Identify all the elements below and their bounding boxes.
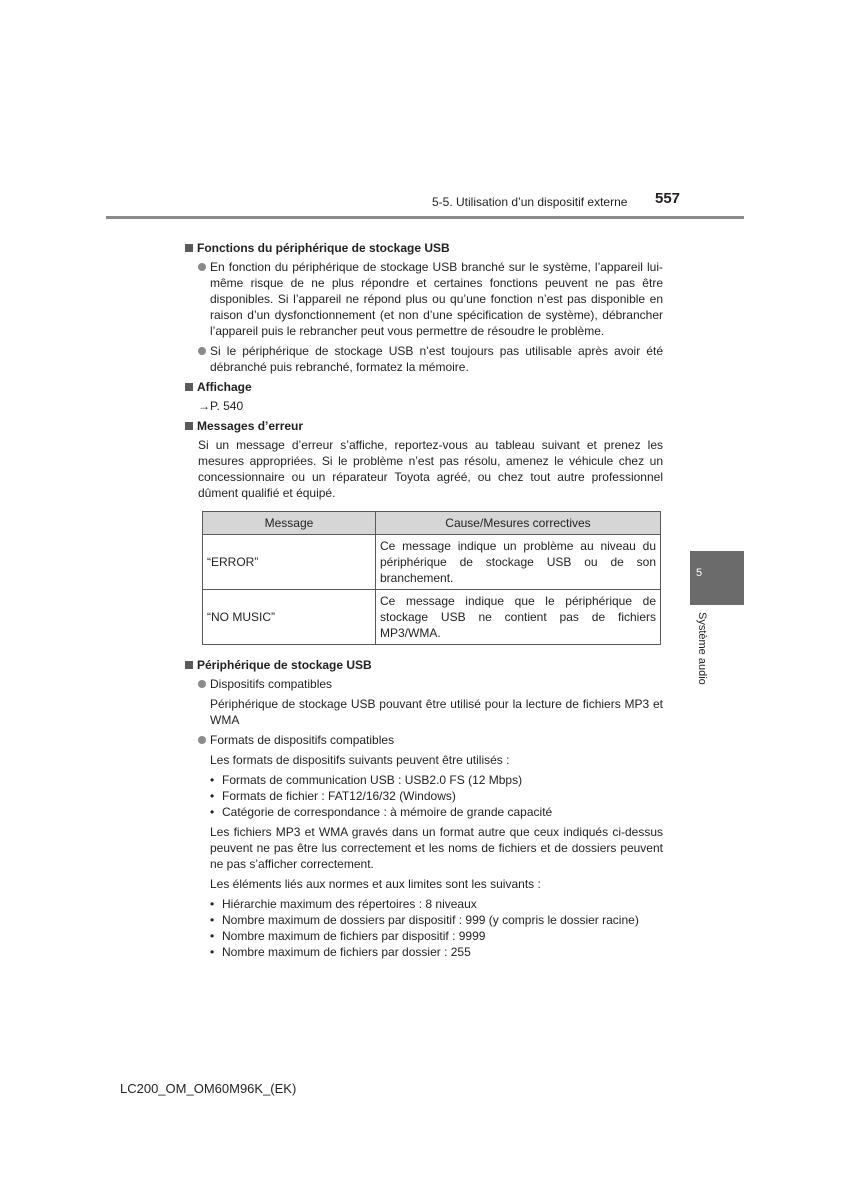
bullet-compatible-devices: Dispositifs compatibles: [185, 676, 663, 692]
section-heading-usb-functions: Fonctions du périphérique de stockage USB: [185, 240, 663, 256]
list-item: • Nombre maximum de dossiers par dispositif : 999 (y compris le dossier racine): [210, 912, 663, 928]
header-section-title: 5-5. Utilisation d’un dispositif externe: [432, 195, 628, 209]
circle-bullet-icon: [198, 347, 206, 355]
circle-bullet-icon: [198, 680, 206, 688]
table-header-cell: Cause/Mesures correctives: [376, 512, 661, 535]
limits-intro: Les éléments liés aux normes et aux limites sont les suivants :: [210, 877, 541, 891]
table-cell-cause: Ce message indique un problème au niveau du périphérique de stockage USB ou de son branchement.: [376, 535, 661, 590]
chapter-tab-number: 5: [696, 567, 703, 579]
page-number: 557: [655, 190, 681, 207]
square-bullet-icon: [185, 244, 193, 252]
page-reference-link[interactable]: →P. 540: [198, 399, 244, 413]
list-item: • Hiérarchie maximum des répertoires : 8 niveaux: [210, 896, 663, 912]
section-heading-error-messages: Messages d’erreur: [185, 418, 663, 434]
bullet-paragraph: En fonction du périphérique de stockage USB branché sur le système, l’appareil lui-même risque de ne plus répondre et certaines fonctions peuvent ne pas être disponibles. Si l’appareil ne répond plus ou qu’une fonction n’est pas disponible en raison d’un dysfonctionnement (et non d’une spécification de système), débrancher l’appareil puis le rebrancher peut vous permettre de résoudre le problème.: [185, 259, 663, 339]
list-item: • Catégorie de correspondance : à mémoire de grande capacité: [210, 804, 663, 820]
error-messages-table: [202, 511, 661, 645]
header-divider: [106, 216, 744, 219]
table-row: [203, 535, 661, 590]
table-header-row: [203, 512, 661, 535]
list-item: • Nombre maximum de fichiers par dispositif : 9999: [210, 928, 663, 944]
section-heading-display: Affichage: [185, 379, 663, 395]
error-messages-intro: Si un message d’erreur s’affiche, reportez-vous au tableau suivant et prenez les mesures appropriées. Si le problème n’est pas résolu, amenez le véhicule chez un concessionnaire ou un réparateur Toyota agréé, ou chez tout autre professionnel dûment qualifié et équipé.: [198, 438, 663, 500]
circle-bullet-icon: [198, 736, 206, 744]
circle-bullet-icon: [198, 263, 206, 271]
compatible-devices-text: Périphérique de stockage USB pouvant être utilisé pour la lecture de fichiers MP3 et WMA: [210, 697, 663, 727]
table-cell-cause: Ce message indique que le périphérique de stockage USB ne contient pas de fichiers MP3/WMA.: [376, 590, 661, 645]
square-bullet-icon: [185, 383, 193, 391]
square-bullet-icon: [185, 661, 193, 669]
table-cell-message: “ERROR”: [203, 535, 376, 590]
formats-note: Les fichiers MP3 et WMA gravés dans un format autre que ceux indiqués ci-dessus peuvent ne pas être lus correctement et les noms de fichiers et de dossiers peuvent ne pas s’afficher correctement.: [210, 825, 663, 871]
table-header-cell: Message: [203, 512, 376, 535]
formats-list: [185, 772, 663, 820]
bullet-compatible-formats: Formats de dispositifs compatibles: [185, 732, 663, 748]
bullet-paragraph: Si le périphérique de stockage USB n’est toujours pas utilisable après avoir été débranché puis rebranché, formatez la mémoire.: [185, 343, 663, 375]
table-cell-message: “NO MUSIC”: [203, 590, 376, 645]
page-content: [185, 236, 663, 964]
table-row: [203, 590, 661, 645]
limits-list: [185, 896, 663, 960]
formats-intro: Les formats de dispositifs suivants peuvent être utilisés :: [210, 753, 510, 767]
chapter-tab-label: Système audio: [696, 612, 708, 685]
list-item: • Formats de communication USB : USB2.0 FS (12 Mbps): [210, 772, 663, 788]
square-bullet-icon: [185, 422, 193, 430]
list-item: • Nombre maximum de fichiers par dossier : 255: [210, 944, 663, 960]
footer-document-code: LC200_OM_OM60M96K_(EK): [120, 1081, 297, 1096]
list-item: • Formats de fichier : FAT12/16/32 (Windows): [210, 788, 663, 804]
section-heading-usb-storage: Périphérique de stockage USB: [185, 657, 663, 673]
